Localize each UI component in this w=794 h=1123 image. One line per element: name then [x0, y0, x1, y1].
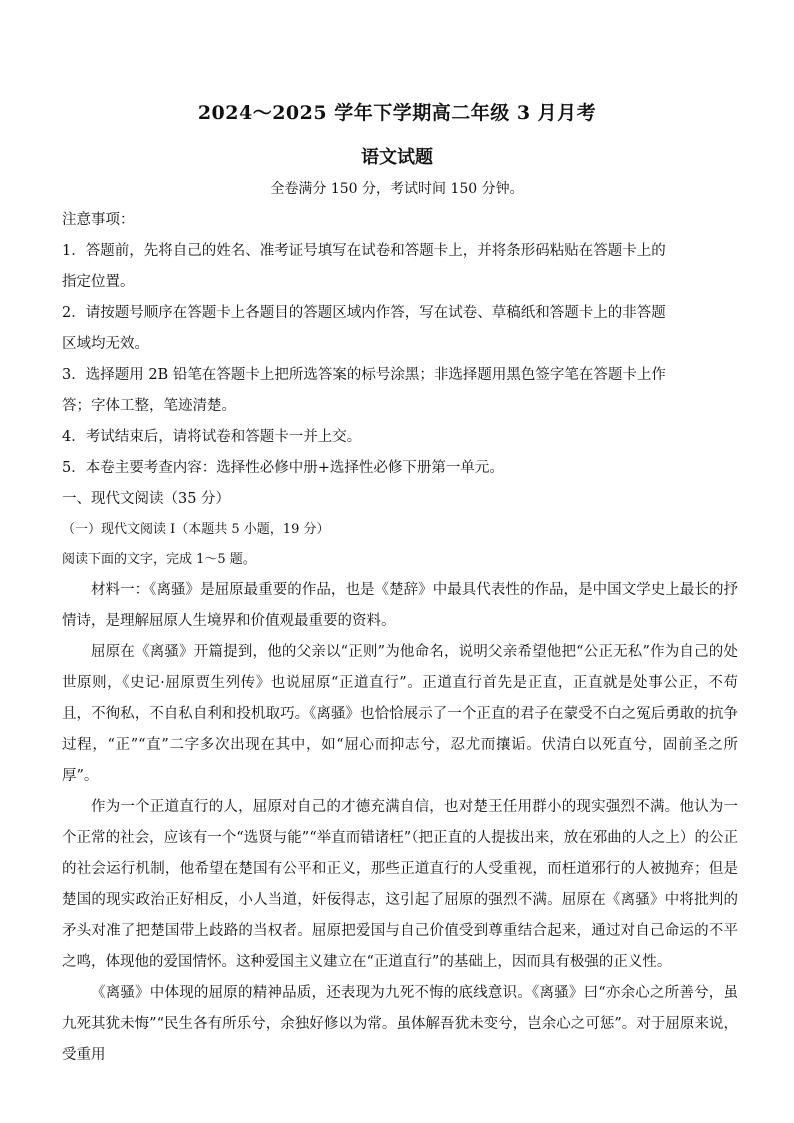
- reading-instruction: 阅读下面的文字，完成 1～5 题。: [62, 552, 256, 567]
- note-line: 3．选择题用 2B 铅笔在答题卡上把所选答案的标号涂黑；非选择题用黑色签字笔在答题卡上作: [62, 367, 666, 383]
- note-line: 1．答题前，先将自己的姓名、准考证号填写在试卷和答题卡上，并将条形码粘贴在答题卡上的: [62, 243, 666, 259]
- passage-paragraph: 作为一个正道直行的人，屈原对自己的才德充满自信，也对楚王任用群小的现实强烈不满。他认为一个正常的社会，应该有一个“选贤与能”“举直而错诸枉”（把正直的人提拔出来，放在邪曲的人之上）的公正的社会运行机制，他希望在楚国有公平和正义，那些正道直行的人受重视，而枉道邪行的人被抛弃；但是楚国的现实政治正好相反，小人当道，奸佞得志，这引起了屈原的强烈不满。屈原在《离骚》中将批判的矛头对准了把楚国带上歧路的当权者。屈原把爱国与自己价值受到尊重结合起来，通过对自己命运的不平之鸣，体现他的爱国情怀。这种爱国主义建立在“正道直行”的基础上，因而具有极强的正义性。: [62, 799, 738, 970]
- note-line: 区域均无效。: [62, 336, 149, 352]
- exam-title: 2024～2025 学年下学期高二年级 3 月月考: [197, 102, 597, 124]
- note-line: 5．本卷主要考查内容：选择性必修中册+选择性必修下册第一单元。: [62, 460, 504, 476]
- section-heading: 一、现代文阅读（35 分）: [62, 491, 231, 507]
- sub-section-heading: （一）现代文阅读 I（本题共 5 小题，19 分）: [62, 522, 330, 537]
- note-line: 答；字体工整，笔迹清楚。: [62, 398, 236, 414]
- note-line: 4．考试结束后，请将试卷和答题卡一并上交。: [62, 429, 362, 445]
- exam-info: 全卷满分 150 分，考试时间 150 分钟。: [270, 181, 524, 197]
- exam-body: [62, 205, 738, 1071]
- note-line: 指定位置。: [62, 274, 135, 290]
- passage-paragraph: 材料一：《离骚》是屈原最重要的作品，也是《楚辞》中最具代表性的作品，是中国文学史上最长的抒情诗，是理解屈原人生境界和价值观最重要的资料。: [62, 582, 738, 629]
- notes-heading: 注意事项：: [62, 212, 135, 228]
- passage-paragraph: 屈原在《离骚》开篇提到，他的父亲以“正则”为他命名，说明父亲希望他把“公正无私”作为自己的处世原则，《史记·屈原贾生列传》也说屈原“正道直行”。正道直行首先是正直，正直就是处事公正，不苟且，不徇私，不自私自利和投机取巧。《离骚》也恰恰展示了一个正直的君子在蒙受不白之冤后勇敢的抗争过程，“正”“直”二字多次出现在其中，如“屈心而抑志兮，忍尤而攘诟。伏清白以死直兮，固前圣之所厚”。: [62, 644, 738, 784]
- reading-passage: [62, 575, 738, 1071]
- passage-paragraph: 《离骚》中体现的屈原的精神品质，还表现为九死不悔的底线意识。《离骚》曰“亦余心之所善兮，虽九死其犹未悔”“民生各有所乐兮，余独好修以为常。虽体解吾犹未变兮，岂余心之可惩”。对于屈原来说，受重用: [62, 985, 738, 1063]
- note-line: 2．请按题号顺序在答题卡上各题目的答题区域内作答，写在试卷、草稿纸和答题卡上的非答题: [62, 305, 666, 321]
- subject-title: 语文试题: [361, 147, 433, 168]
